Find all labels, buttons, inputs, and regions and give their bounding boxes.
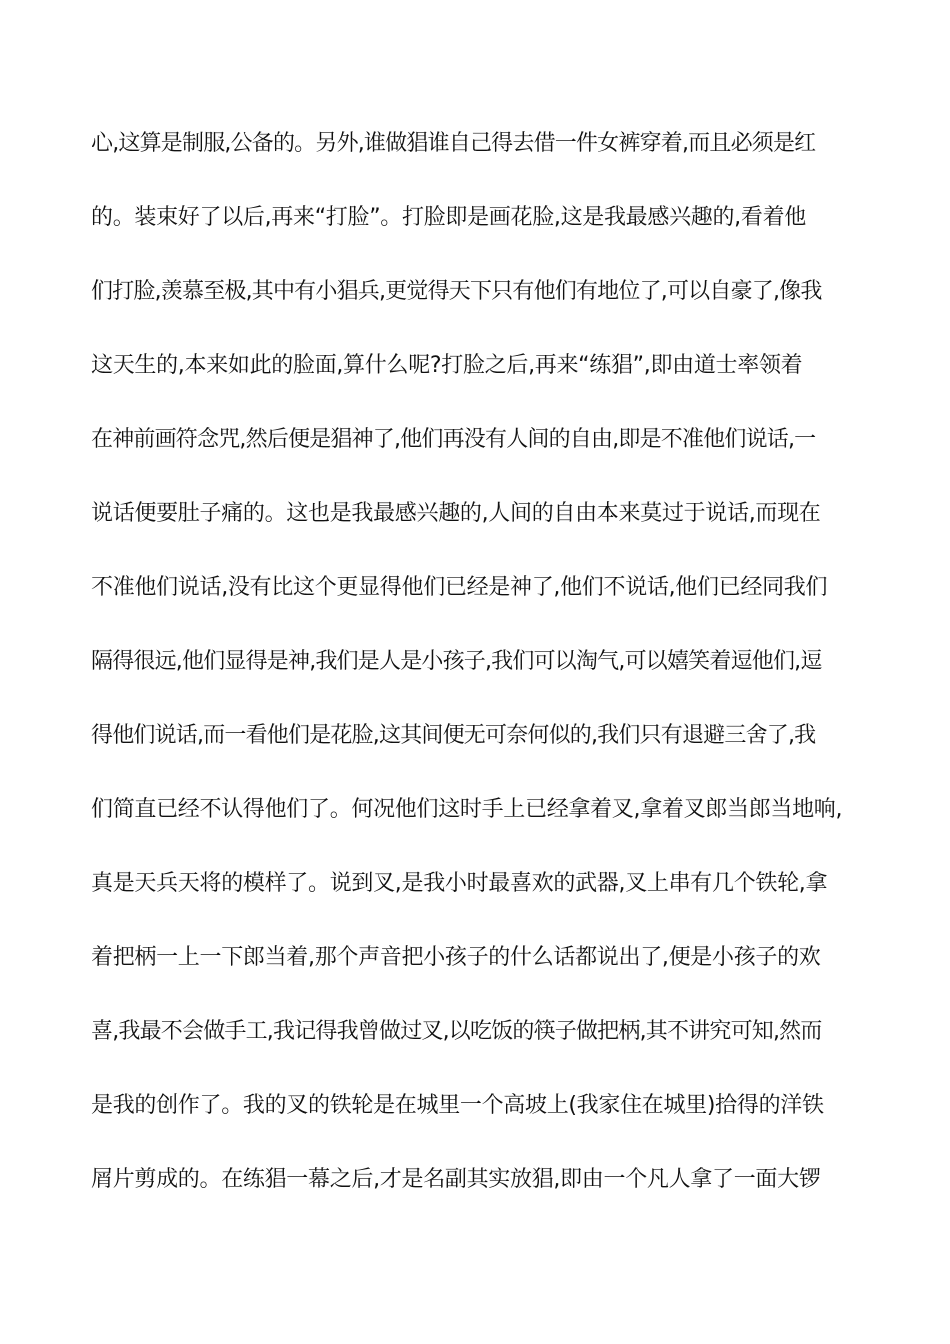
text-line: 心,这算是制服,公备的。另外,谁做猖谁自己得去借一件女裤穿着,而且必须是红: [91, 131, 816, 156]
body-text: [91, 122, 871, 1232]
text-line: 喜,我最不会做手工,我记得我曾做过叉,以吃饭的筷子做把柄,其不讲究可知,然而: [91, 1019, 822, 1044]
text-line: 真是天兵天将的模样了。说到叉,是我小时最喜欢的武器,叉上串有几个铁轮,拿: [91, 871, 828, 896]
text-line: 隔得很远,他们显得是神,我们是人是小孩子,我们可以淘气,可以嬉笑着逗他们,逗: [91, 649, 822, 674]
text-line: 们打脸,羡慕至极,其中有小猖兵,更觉得天下只有他们有地位了,可以自豪了,像我: [91, 279, 822, 304]
text-line: 们简直已经不认得他们了。何况他们这时手上已经拿着叉,拿着叉郎当郎当地响,: [91, 797, 843, 822]
text-line: 的。装束好了以后,再来“打脸”。打脸即是画花脸,这是我最感兴趣的,看着他: [91, 205, 806, 230]
text-line: 得他们说话,而一看他们是花脸,这其间便无可奈何似的,我们只有退避三舍了,我: [91, 723, 816, 748]
text-line: 着把柄一上一下郎当着,那个声音把小孩子的什么话都说出了,便是小孩子的欢: [91, 945, 821, 970]
text-line: 在神前画符念咒,然后便是猖神了,他们再没有人间的自由,即是不准他们说话,一: [91, 427, 816, 452]
text-line: 说话便要肚子痛的。这也是我最感兴趣的,人间的自由本来莫过于说话,而现在: [91, 501, 821, 526]
text-line: 这天生的,本来如此的脸面,算什么呢?打脸之后,再来“练猖”,即由道士率领着: [91, 353, 803, 378]
text-line: 是我的创作了。我的叉的铁轮是在城里一个高坡上(我家住在城里)拾得的洋铁: [91, 1093, 824, 1118]
text-line: 不准他们说话,没有比这个更显得他们已经是神了,他们不说话,他们已经同我们: [91, 575, 828, 600]
text-line: 屑片剪成的。在练猖一幕之后,才是名副其实放猖,即由一个凡人拿了一面大锣: [91, 1167, 821, 1192]
